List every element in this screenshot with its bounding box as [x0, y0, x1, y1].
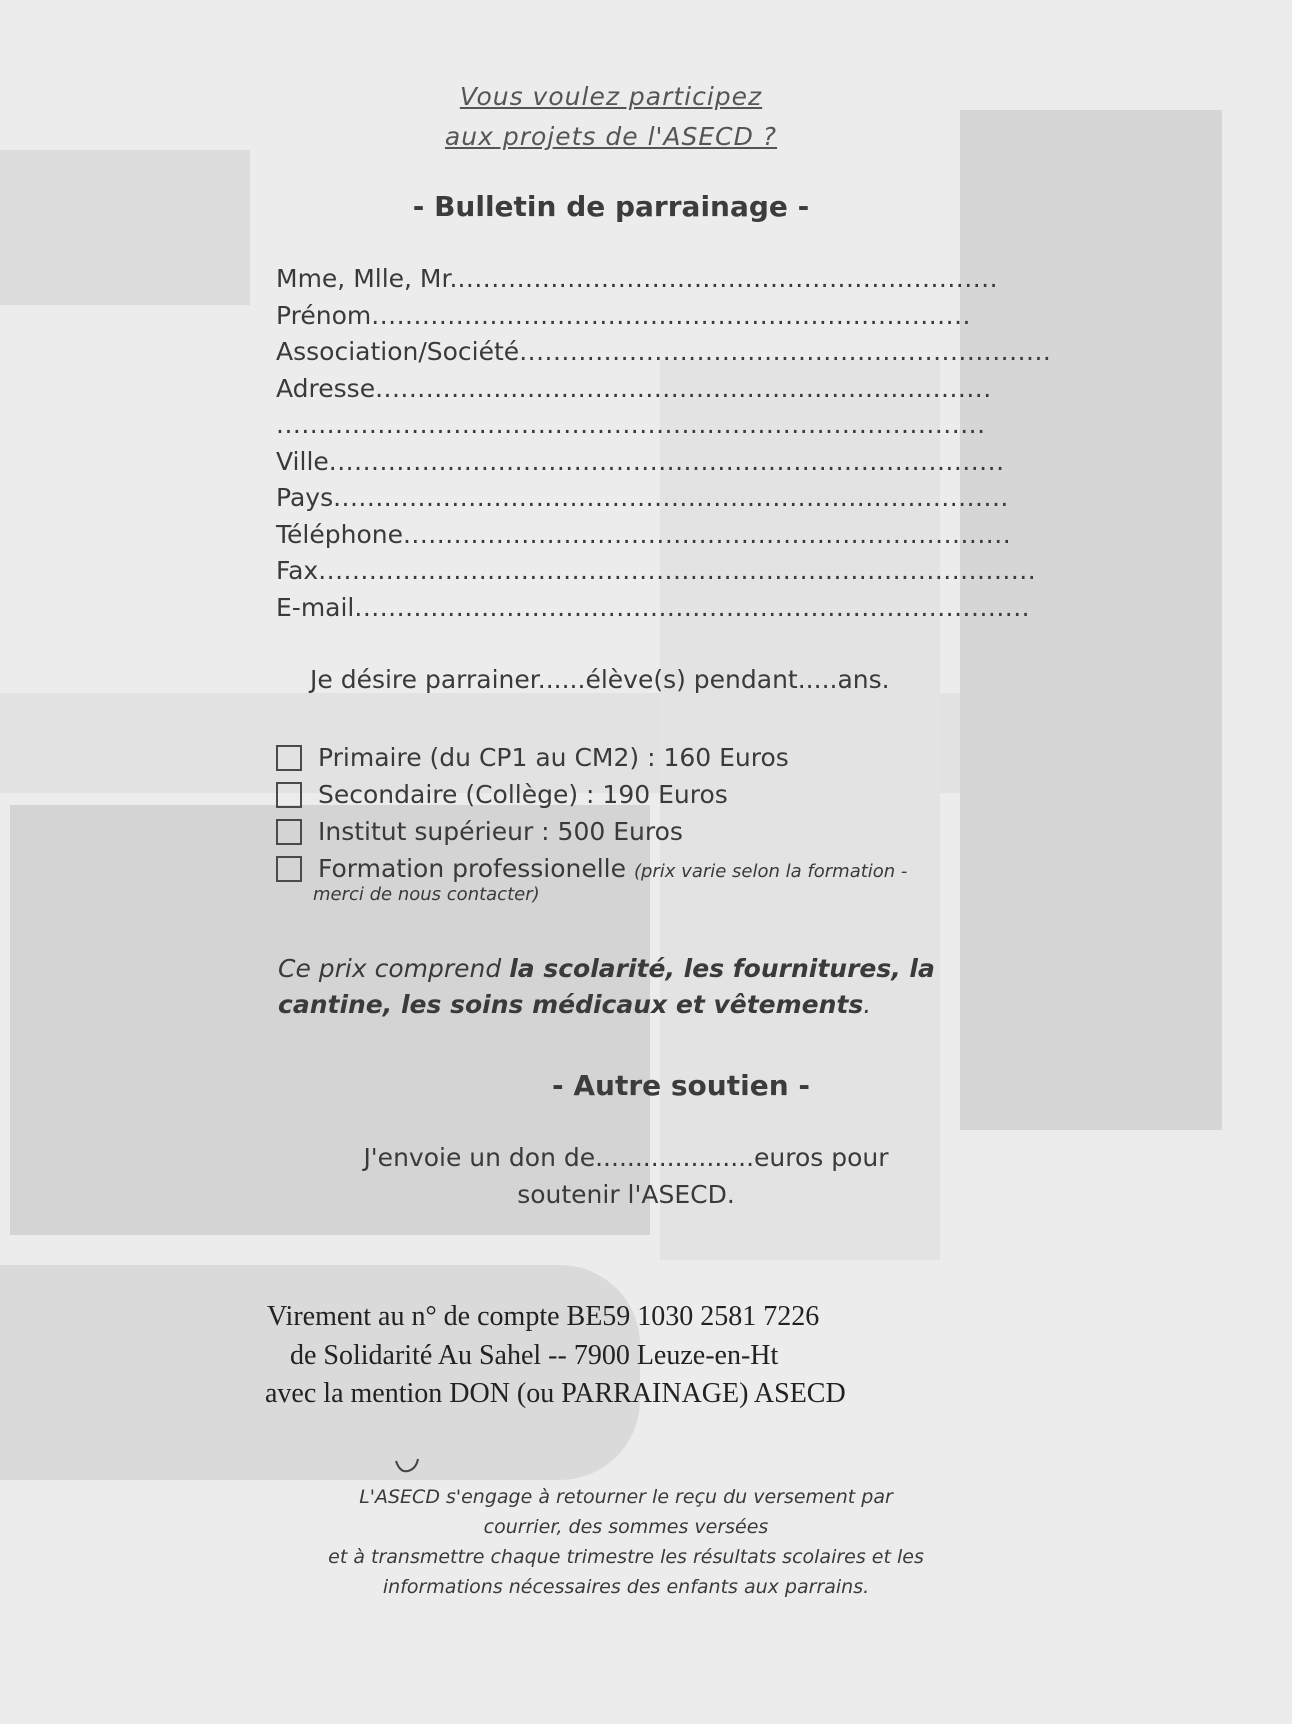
- option-vocational-training: [276, 851, 976, 888]
- footer-line-3: et à transmettre chaque trimestre les résultats scolaires et les: [328, 1546, 924, 1568]
- footer-line-1: L'ASECD s'engage à retourner le reçu du versement par: [359, 1486, 893, 1508]
- option-note-continued: merci de nous contacter): [313, 884, 540, 905]
- field-label: Téléphone: [276, 519, 403, 549]
- option-checkbox[interactable]: [276, 782, 302, 808]
- field-dots: ........................................................................: [402, 519, 1012, 549]
- field-label: Mme, Mlle, Mr.: [276, 264, 458, 293]
- bank-transfer-line-1: Virement au n° de compte BE59 1030 2581 7226: [267, 1301, 820, 1332]
- price-suffix: .: [863, 990, 872, 1019]
- field-phone[interactable]: [276, 517, 1012, 554]
- field-dots: .....................................................................................: [318, 556, 1037, 585]
- form-fields: [276, 261, 1052, 626]
- donation-line-2: soutenir l'ASECD.: [517, 1180, 735, 1209]
- field-dots: ...............................................................: [519, 337, 1052, 366]
- field-email[interactable]: [276, 590, 1031, 627]
- intro-line-2: aux projets de l'ASECD ?: [444, 122, 778, 151]
- field-dots: ................................................................................: [328, 446, 1005, 476]
- option-label: Secondaire (Collège) : 190 Euros: [318, 780, 728, 809]
- field-address-line-2[interactable]: [276, 407, 986, 444]
- field-label: Fax: [276, 556, 319, 585]
- field-label: E-mail: [276, 592, 355, 622]
- field-dots: ................................................................................: [333, 483, 1009, 512]
- field-dots: ................................................................................: [354, 592, 1031, 622]
- option-label: Institut supérieur : 500 Euros: [318, 817, 683, 846]
- option-label: Primaire (du CP1 au CM2) : 160 Euros: [318, 743, 789, 772]
- price-bold-1: la scolarité, les fournitures, la: [509, 954, 935, 983]
- field-label: Ville: [276, 446, 329, 476]
- field-city[interactable]: [276, 444, 1005, 481]
- field-dots: .........................................................................: [375, 373, 992, 403]
- form-title: - Bulletin de parrainage -: [412, 190, 810, 223]
- field-label: Pays: [276, 483, 334, 512]
- handwritten-check-mark: [394, 1454, 422, 1484]
- footer-line-2: courrier, des sommes versées: [483, 1516, 769, 1538]
- option-checkbox[interactable]: [276, 819, 302, 845]
- donation-line-1[interactable]: J'envoie un don de....................euros pour: [363, 1143, 889, 1172]
- option-note: (prix varie selon la formation -: [633, 861, 908, 882]
- footer-line-4: informations nécessaires des enfants aux parrains.: [382, 1576, 870, 1598]
- option-checkbox[interactable]: [276, 856, 302, 882]
- price-description: [278, 951, 978, 1023]
- option-secondary: [276, 777, 976, 814]
- option-primary: [276, 740, 976, 777]
- bank-transfer-line-3: avec la mention DON (ou PARRAINAGE) ASECD: [265, 1378, 846, 1409]
- field-name[interactable]: [276, 261, 999, 298]
- field-dots: .......................................................................: [371, 300, 971, 330]
- sponsorship-options: [276, 740, 976, 888]
- intro-line-1: Vous voulez participez: [459, 82, 763, 111]
- field-dots: ....................................................................................: [276, 410, 986, 439]
- field-dots: ................................................................: [457, 264, 999, 293]
- field-label: Prénom: [276, 300, 372, 330]
- other-support-title: - Autre soutien -: [551, 1069, 810, 1102]
- price-bold-2: cantine, les soins médicaux et vêtements: [278, 990, 864, 1019]
- field-label: Adresse: [276, 373, 376, 403]
- field-address[interactable]: [276, 371, 992, 408]
- field-label: Association/Société: [276, 337, 520, 366]
- field-firstname[interactable]: [276, 298, 971, 335]
- sponsor-line[interactable]: Je désire parrainer......élève(s) pendant.....ans.: [310, 665, 890, 694]
- option-higher-institute: [276, 814, 976, 851]
- option-label: Formation professionelle: [318, 854, 626, 883]
- price-prefix: Ce prix comprend: [278, 954, 510, 983]
- field-organisation[interactable]: [276, 334, 1052, 371]
- bank-transfer-line-2: de Solidarité Au Sahel -- 7900 Leuze-en-Ht: [290, 1340, 779, 1371]
- option-checkbox[interactable]: [276, 745, 302, 771]
- field-fax[interactable]: [276, 553, 1037, 590]
- field-country[interactable]: [276, 480, 1009, 517]
